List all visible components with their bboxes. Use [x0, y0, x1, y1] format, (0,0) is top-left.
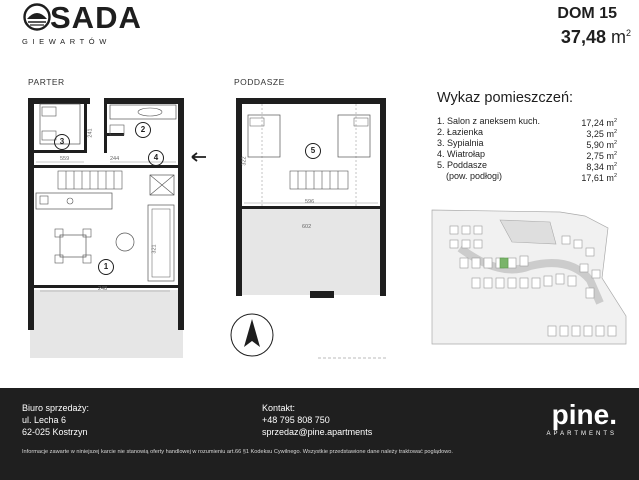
- sales-office-title: Biuro sprzedaży:: [22, 403, 90, 413]
- room-name: 3. Sypialnia: [437, 138, 484, 148]
- north-compass-icon: [228, 311, 276, 359]
- brand-logo: pine.: [551, 399, 617, 430]
- poddasze-label: PODDASZE: [234, 77, 285, 87]
- logo-text: SADA: [50, 0, 142, 35]
- room-area-sup: 2: [613, 162, 617, 168]
- total-area-sup: 2: [625, 28, 631, 38]
- room-row: [437, 116, 617, 127]
- total-area: [561, 27, 631, 48]
- dim-label: 322: [241, 156, 248, 166]
- room-row: [437, 160, 617, 171]
- scale-bar-icon: [318, 355, 388, 361]
- parter-label: PARTER: [28, 77, 65, 87]
- total-area-value: 37,48: [560, 27, 606, 47]
- floor-plans: [0, 85, 430, 385]
- room-marker-3: 3: [54, 134, 70, 150]
- room-row: [437, 127, 617, 138]
- logo-subtitle: GIEWARTÓW: [22, 37, 111, 46]
- logo-sun-icon: [22, 2, 52, 32]
- contact-phone[interactable]: +48 795 808 750: [262, 415, 330, 425]
- house-title: DOM 15: [557, 5, 617, 22]
- room-name: 4. Wiatrołap: [437, 149, 486, 159]
- brand-subtitle: APARTMENTS: [546, 431, 617, 437]
- contact-title: Kontakt:: [262, 403, 296, 413]
- room-area: 2,75 m: [586, 151, 614, 161]
- footer: [0, 388, 639, 480]
- room-marker-2: 2: [135, 122, 151, 138]
- room-area-sup: 2: [613, 151, 617, 157]
- room-area-sup: 2: [613, 140, 617, 146]
- rooms-list-title: Wykaz pomieszczeń:: [437, 90, 574, 106]
- room-row: [437, 138, 617, 149]
- dim-label: 596: [305, 199, 315, 205]
- room-area-sup: 2: [613, 118, 617, 124]
- room-marker-4: 4: [148, 150, 164, 166]
- room-area-sup: 2: [613, 173, 617, 179]
- room-name: 5. Poddasze: [437, 160, 488, 170]
- room-row: [437, 149, 617, 160]
- total-area-unit: m: [610, 27, 626, 47]
- room-area: 8,34 m: [586, 162, 614, 172]
- sales-office-city: 62-025 Kostrzyn: [22, 427, 88, 437]
- parter-terrace: [30, 290, 183, 358]
- room-row: [437, 171, 617, 182]
- disclaimer: Informacje zawarte w niniejszej karcie nie stanowią oferty handlowej w rozumieniu art.66 §1 Kodeksu Cywilnego. Wszystkie przedstawione dane należy traktować poglądowo.: [22, 449, 453, 455]
- room-area: 3,25 m: [586, 129, 614, 139]
- site-plan-map: [430, 208, 630, 348]
- room-name: 2. Łazienka: [437, 127, 484, 137]
- contact-email[interactable]: sprzedaz@pine.apartments: [262, 427, 373, 437]
- room-marker-1: 1: [98, 259, 114, 275]
- room-marker-5: 5: [305, 143, 321, 159]
- room-area: 17,24 m: [581, 118, 614, 128]
- sales-office-street: ul. Lecha 6: [22, 415, 67, 425]
- room-area: 17,61 m: [581, 173, 614, 183]
- room-area: 5,90 m: [586, 140, 614, 150]
- dim-label: 241: [87, 128, 94, 138]
- poddasze-terrace: [238, 209, 380, 295]
- dim-label: 321: [151, 244, 158, 254]
- room-name: 1. Salon z aneksem kuch.: [437, 116, 541, 126]
- dim-label: 559: [60, 156, 70, 162]
- poddasze-plan: [236, 98, 386, 298]
- dim-label: 244: [110, 156, 120, 162]
- room-area-sup: 2: [613, 129, 617, 135]
- dim-label: 602: [302, 224, 312, 230]
- site-highlight-house: [500, 258, 508, 268]
- room-name: (pow. podłogi): [446, 171, 503, 181]
- dim-label: 248: [98, 286, 108, 292]
